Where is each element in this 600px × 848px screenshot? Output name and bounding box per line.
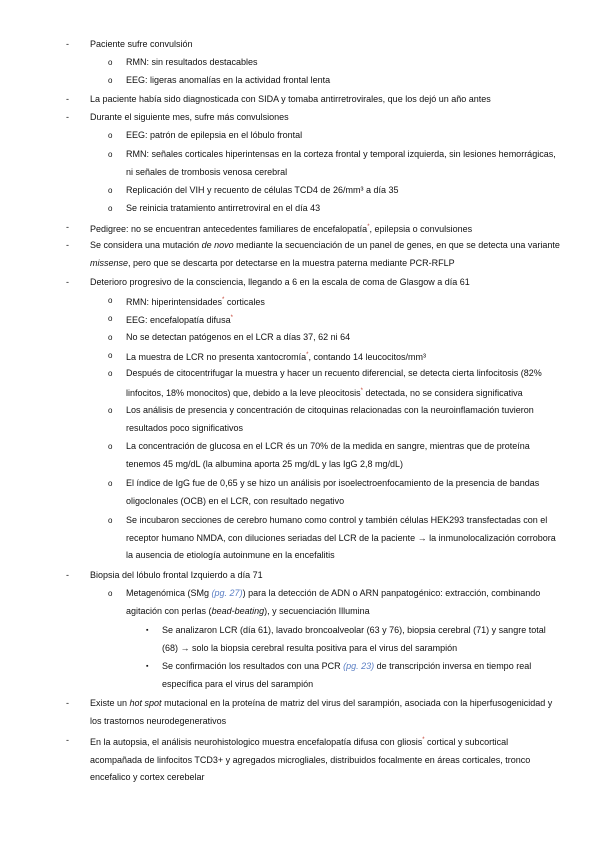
list-item bbox=[126, 127, 560, 145]
list-item bbox=[90, 695, 560, 730]
item-text: La concentración de glucosa en el LCR és un 70% de la medida en sangre, mientras que de proteína tenemos 45 mg/dL (la albumina aporta 25 mg/dL y las IgG 2,8 mg/dL) bbox=[126, 441, 530, 469]
item-text: El índice de IgG fue de 0,65 y se hizo un análisis por isoelectroenfocamiento de la presencia de bandas oligoclonales (OCB) en el LCR, con resultado negativo bbox=[126, 478, 540, 506]
item-text: Después de citocentrifugar la muestra y hacer un recuento diferencial, se detecta cierta linfocitosis (82% linfocitos, 18% monocitos) que, debido a la leve pleocitosis bbox=[126, 368, 542, 398]
bullet-dash: - bbox=[66, 222, 69, 232]
item-text: RMN: señales corticales hiperintensas en la corteza frontal y temporal izquierda, sin lesiones hemorrágicas, ni señales de trombosis venosa cerebral bbox=[126, 149, 556, 177]
list-item bbox=[126, 182, 560, 200]
item-text: Se considera una mutación bbox=[90, 240, 202, 250]
bullet-circle: o bbox=[108, 58, 113, 67]
list-item bbox=[126, 329, 560, 347]
list-item bbox=[90, 109, 560, 127]
bullet-dash: - bbox=[66, 698, 69, 708]
bullet-circle: o bbox=[108, 296, 113, 305]
bullet-circle: o bbox=[108, 204, 113, 213]
list-item bbox=[90, 567, 560, 585]
bullet-dash: - bbox=[66, 277, 69, 287]
list-item bbox=[126, 54, 560, 72]
item-text: Durante el siguiente mes, sufre más convulsiones bbox=[90, 112, 289, 122]
bullet-dash: - bbox=[66, 112, 69, 122]
list-item bbox=[162, 622, 560, 657]
bullet-circle: o bbox=[108, 351, 113, 360]
page-reference-link[interactable]: (pg. 23) bbox=[343, 661, 375, 671]
item-text: Pedigree: no se encuentran antecedentes familiares de encefalopatía bbox=[90, 224, 368, 234]
list-item bbox=[126, 200, 560, 218]
item-italic-text: bead-beating bbox=[211, 605, 265, 616]
list-item bbox=[90, 237, 560, 272]
item-text: corticales bbox=[224, 297, 265, 307]
item-text: Se incubaron secciones de cerebro humano como control y también células HEK293 transfectadas con el receptor humano NMDA, con diluciones seriadas del LCR de la paciente → la inmunolocalización corrobora la ausencia de etiología autoinmune en la encefalitis bbox=[126, 515, 556, 560]
item-text: Metagenómica (SMg bbox=[126, 588, 212, 598]
asterisk-mark: * bbox=[422, 737, 425, 743]
item-text: Existe un bbox=[90, 698, 130, 708]
item-text: detectada, no se considera significativa bbox=[362, 387, 523, 398]
bullet-dash: - bbox=[66, 735, 69, 745]
item-text: EEG: patrón de epilepsia en el lóbulo frontal bbox=[126, 130, 303, 140]
item-text: RMN: hiperintensidades bbox=[126, 297, 223, 307]
bullet-dash: - bbox=[66, 94, 69, 104]
list-item bbox=[90, 36, 560, 54]
item-text: mutacional en la proteína de matriz del virus del sarampión, asociada con la hiperfusogenicidad y los trastornos neurodegenerativos bbox=[90, 698, 553, 726]
page-reference-link[interactable]: (pg. 27) bbox=[211, 588, 243, 598]
list-item bbox=[90, 732, 560, 787]
bullet-square: ▪ bbox=[146, 663, 149, 670]
bullet-circle: o bbox=[108, 406, 113, 415]
bullet-dash: - bbox=[66, 570, 69, 580]
list-item bbox=[126, 402, 560, 437]
item-text: EEG: encefalopatía difusa bbox=[126, 315, 231, 325]
asterisk-mark: * bbox=[360, 387, 363, 394]
item-text: ), y secuenciación Illumina bbox=[264, 605, 370, 616]
list-item bbox=[126, 475, 560, 510]
list-item bbox=[90, 219, 560, 239]
bullet-dash: - bbox=[66, 240, 69, 250]
item-text: Biopsia del lóbulo frontal Izquierdo a día 71 bbox=[90, 570, 263, 580]
item-text: ) para la detección de ADN o ARN panpatogénico: extracción, combinando agitación con perlas ( bbox=[126, 588, 541, 616]
item-italic-text: de novo bbox=[201, 240, 234, 250]
item-text: Se reinicia tratamiento antirretroviral en el día 43 bbox=[126, 203, 321, 213]
list-item bbox=[126, 512, 560, 565]
item-text: , epilepsia o convulsiones bbox=[369, 224, 473, 234]
bullet-circle: o bbox=[108, 314, 113, 323]
bullet-circle: o bbox=[108, 479, 113, 488]
list-item bbox=[126, 438, 560, 473]
list-item bbox=[126, 347, 560, 367]
item-text: EEG: ligeras anomalías en la actividad frontal lenta bbox=[126, 75, 331, 85]
bullet-square: ▪ bbox=[146, 627, 149, 634]
item-text: RMN: sin resultados destacables bbox=[126, 57, 258, 67]
list-item bbox=[126, 310, 560, 330]
item-text: , pero que se descarta por detectarse en la muestra paterna mediante PCR-RFLP bbox=[128, 257, 455, 268]
list-item bbox=[126, 365, 560, 402]
item-italic-text: missense bbox=[90, 257, 129, 268]
item-text: Se confirmación los resultados con una PCR bbox=[162, 661, 344, 671]
item-text: Se analizaron LCR (día 61), lavado broncoalveolar (63 y 76), biopsia cerebral (71) y sangre total (68) → solo la biopsia cerebral resulta positiva para el virus del sarampión bbox=[162, 625, 546, 653]
item-text: , contando 14 leucocitos/mm³ bbox=[308, 352, 427, 362]
list-item bbox=[90, 274, 560, 292]
item-text: de transcripción inversa en tiempo real específica para el virus del sarampión bbox=[162, 661, 532, 689]
list-item bbox=[126, 72, 560, 90]
item-text: La muestra de LCR no presenta xantocromía bbox=[126, 352, 307, 362]
bullet-circle: o bbox=[108, 333, 113, 342]
item-text: Los análisis de presencia y concentración de citoquinas relacionadas con la neuroinflamación tuvieron resultados poco significativos bbox=[126, 405, 534, 433]
asterisk-mark: * bbox=[367, 224, 370, 230]
asterisk-mark: * bbox=[306, 352, 309, 358]
list-item bbox=[90, 91, 560, 109]
list-item bbox=[162, 658, 560, 693]
bullet-circle: o bbox=[108, 150, 113, 159]
list-item bbox=[126, 292, 560, 312]
list-item bbox=[126, 146, 560, 181]
bullet-circle: o bbox=[108, 186, 113, 195]
asterisk-mark: * bbox=[230, 315, 233, 321]
item-text: No se detectan patógenos en el LCR a días 37, 62 ni 64 bbox=[126, 332, 351, 342]
item-text: En la autopsia, el análisis neurohistologico muestra encefalopatía difusa con gliosis bbox=[90, 737, 423, 747]
bullet-circle: o bbox=[108, 76, 113, 85]
item-text: cortical y subcortical acompañada de linfocitos TCD3+ y agregados microgliales, distribuidos focalmente en áreas corticales, tronco encefalico y cortex cerebelar bbox=[90, 737, 531, 782]
bullet-circle: o bbox=[108, 131, 113, 140]
asterisk-mark: * bbox=[222, 297, 225, 303]
bullet-circle: o bbox=[108, 516, 113, 525]
item-text: La paciente había sido diagnosticada con SIDA y tomaba antirretrovirales, que los dejó un año antes bbox=[90, 94, 491, 104]
bullet-circle: o bbox=[108, 442, 113, 451]
item-text: mediante la secuenciación de un panel de genes, en que se detecta una variante bbox=[233, 240, 560, 250]
bullet-circle: o bbox=[108, 589, 113, 598]
item-text: Replicación del VIH y recuento de células TCD4 de 26/mm³ a día 35 bbox=[126, 185, 399, 195]
bullet-dash: - bbox=[66, 39, 69, 49]
item-text: Paciente sufre convulsión bbox=[90, 39, 193, 49]
item-text: Deterioro progresivo de la consciencia, llegando a 6 en la escala de coma de Glasgow a día 61 bbox=[90, 277, 470, 287]
bullet-circle: o bbox=[108, 369, 113, 378]
list-item bbox=[126, 585, 560, 620]
item-italic-text: hot spot bbox=[129, 698, 162, 708]
